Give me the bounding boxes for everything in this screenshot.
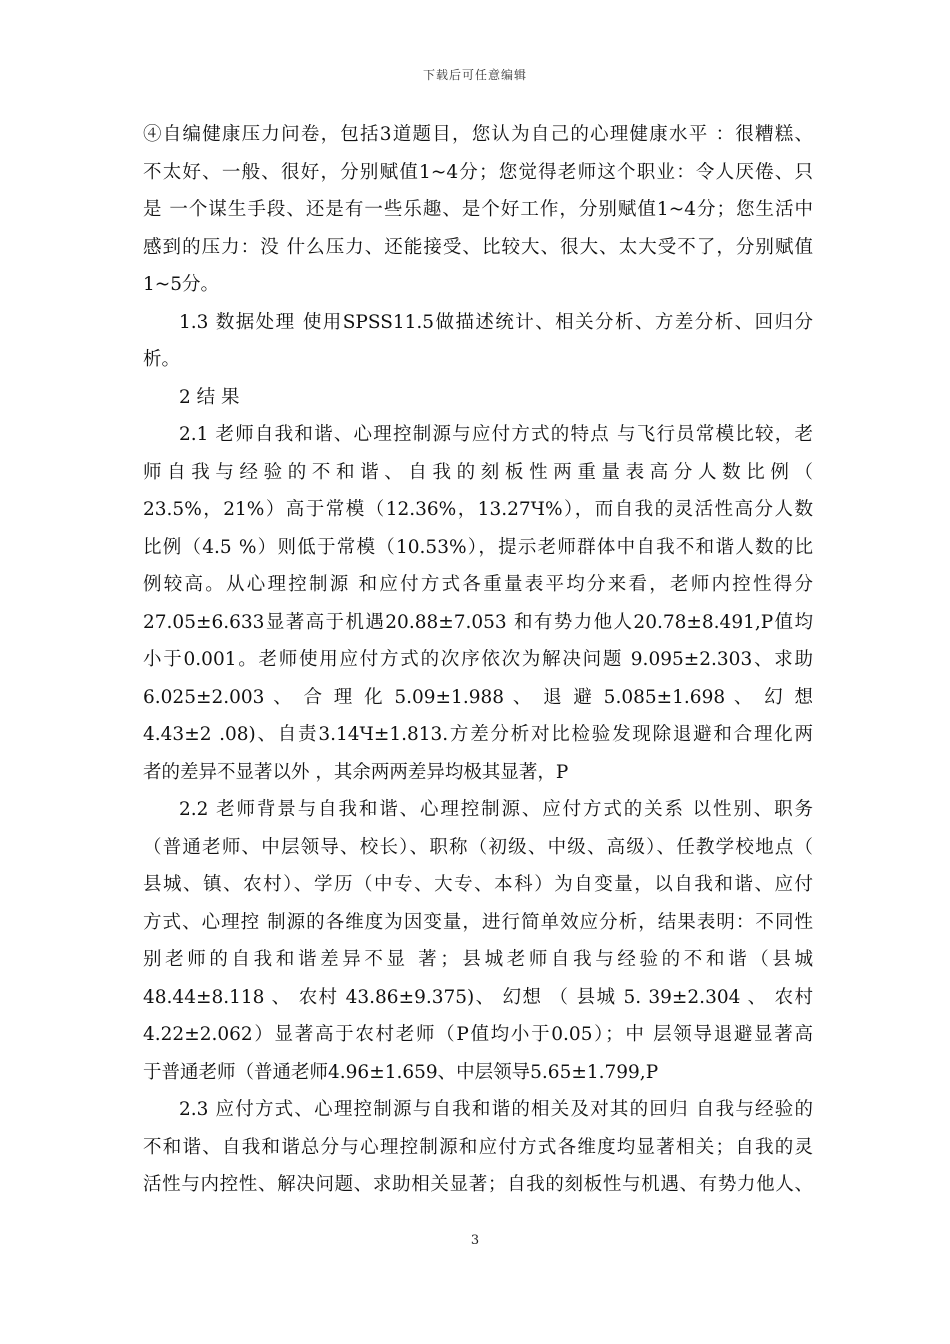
text-line: 者的差异不显著以外 ，其余两两差异均极其显著，P <box>143 761 569 783</box>
text-line: 6.025±2.003 、 合 理 化 5.09±1.988 、 退 避 5.085±1.698 、 幻 想 <box>143 686 813 708</box>
text-line: 48.44±8.118 、 农村 43.86±9.375)、 幻想 （ 县城 5. 39±2.304 、 农村 <box>143 986 813 1008</box>
section-heading-1-3: 1.3 数据处理 使用SPSS11.5做描述统计、相关分析、方差分析、回归分 <box>179 311 813 333</box>
text-line: 析。 <box>143 349 181 370</box>
text-line: 小于0.001。老师使用应付方式的次序依次为解决问题 9.095±2.303、求助 <box>143 649 813 670</box>
text-line: 是 一个谋生手段、还是有一些乐趣、是个好工作，分别赋值1~4分；您生活中 <box>143 199 813 220</box>
text-line: ④自编健康压力问卷，包括3道题目，您认为自己的心理健康水平 ：很糟糕、 <box>143 124 813 145</box>
text-line: （普通老师、中层领导、校长）、职称（初级、中级、高级）、任教学校地点（ <box>143 836 813 858</box>
page-number: 3 <box>470 1233 480 1248</box>
text-line: 4.22±2.062）显著高于农村老师（P值均小于0.05）；中 层领导退避显著高 <box>143 1024 813 1045</box>
page-header: 下载后可任意编辑 <box>422 68 527 82</box>
text-line: 23.5%，21%）高于常模（12.36%，13.27Ч%），而自我的灵活性高分人数 <box>143 499 813 520</box>
text-line: 比例（4.5 %）则低于常模（10.53%），提示老师群体中自我不和谐人数的比 <box>143 536 813 558</box>
section-heading-2-1: 2.1 老师自我和谐、心理控制源与应付方式的特点 与飞行员常模比较，老 <box>179 424 813 445</box>
text-line: 4.43±2 .08)、自责3.14Ч±1.813.方差分析对比检验发现除退避和合理化两 <box>143 724 813 745</box>
text-line: 1~5分。 <box>143 274 220 295</box>
text-line: 师自我与经验的不和谐、自我的刻板性两重量表高分人数比例（ <box>143 461 813 483</box>
text-line: 不和谐、自我和谐总分与心理控制源和应付方式各维度均显著相关；自我的灵 <box>143 1136 813 1158</box>
text-line: 27.05±6.633显著高于机遇20.88±7.053 和有势力他人20.78±8.491,P值均 <box>143 611 813 633</box>
section-heading-2-3: 2.3 应付方式、心理控制源与自我和谐的相关及对其的回归 自我与经验的 <box>179 1099 813 1120</box>
text-line: 感到的压力：没 什么压力、还能接受、比较大、很大、太大受不了，分别赋值 <box>143 236 813 258</box>
section-heading-2-2: 2.2 老师背景与自我和谐、心理控制源、应付方式的关系 以性别、职务 <box>179 799 813 820</box>
document-body <box>143 116 813 1204</box>
text-line: 活性与内控性、解决问题、求助相关显著；自我的刻板性与机遇、有势力他人、 <box>143 1174 813 1195</box>
text-line: 县城、镇、农村）、学历（中专、大专、本科）为自变量，以自我和谐、应付 <box>143 874 813 895</box>
text-line: 于普通老师（普通老师4.96±1.659、中层领导5.65±1.799,P <box>143 1061 659 1083</box>
section-heading-2: 2 结 果 <box>179 386 240 408</box>
text-line: 别老师的自我和谐差异不显 著；县城老师自我与经验的不和谐（县城 <box>143 949 813 970</box>
text-line: 方式、心理控 制源的各维度为因变量，进行简单效应分析，结果表明：不同性 <box>143 911 813 933</box>
text-line: 例较高。从心理控制源 和应付方式各重量表平均分来看，老师内控性得分 <box>143 574 813 595</box>
text-line: 不太好、一般、很好，分别赋值1~4分；您觉得老师这个职业：令人厌倦、只 <box>143 161 813 183</box>
